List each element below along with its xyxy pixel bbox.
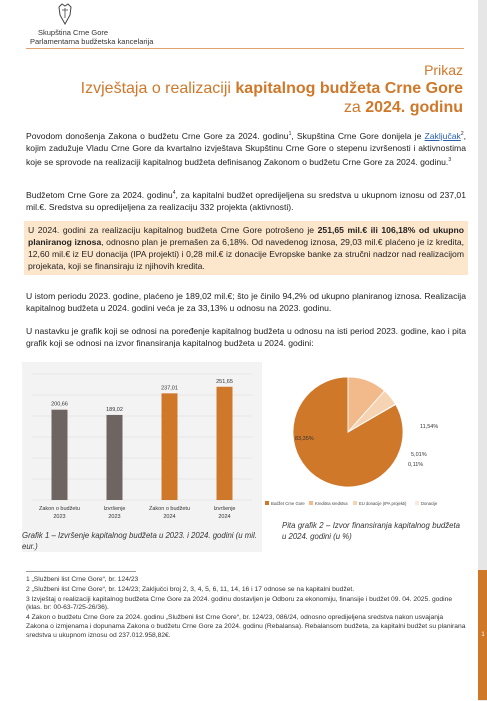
legend-label: Budžet Crne Gore — [271, 501, 305, 506]
category-label: Izvršenje — [103, 506, 126, 512]
org-name: Skupština Crne Gore — [38, 28, 109, 37]
bar — [217, 387, 233, 500]
bar-value-label: 189,02 — [106, 406, 123, 413]
footnote-4: 4 Zakon o budžetu Crne Gore za 2024. godinu „Službeni list Crne Gore“, br. 124/23, 086/24, odnosno opredijeljena sredstva nakon usvajanja Zakona o izmjenama i dopunama Zakona o budžetu Crne Gore za 2024. godinu (Rebalansa). Rebalansom budžeta, za kapitalni budžet su planirana sredstva u ukupnom iznosu od 237.012.958,82€. — [26, 614, 466, 639]
bar-chart — [22, 362, 262, 552]
header-divider — [26, 48, 464, 49]
category-label: Zakon o budžetu — [39, 506, 80, 512]
paragraph-budget: Budžetom Crne Gore za 2024. godinu$^4$, za kapitalni budžet opredijeljena su sredstva u ukupnom iznosu od 237,01 mil.€. Sredstva su opredijeljena za realizaciju 332 projekta (aktivnosti). — [26, 189, 466, 212]
pie-value-label: 83,35% — [295, 436, 314, 442]
title-line-3: za 2024. godinu — [343, 99, 463, 116]
bar-value-label: 251,65 — [216, 378, 233, 385]
bar — [107, 415, 123, 500]
page-title — [81, 62, 463, 117]
category-label: Izvršenje — [213, 506, 236, 512]
zakljucak-link[interactable]: Zaključak — [424, 130, 461, 141]
pie-chart-svg — [270, 362, 470, 517]
bar-value-label: 237,01 — [161, 385, 178, 392]
legend-label: Kreditna sredstva — [315, 501, 348, 506]
legend-label: Donacije — [421, 501, 438, 506]
paragraph-2023: U istom periodu 2023. godine, plaćeno je 189,02 mil.€; što je činilo 94,2% od ukupno planiranog iznosa. Realizacija kapitalnog budžeta u 2024. godini veća je za 33,13% u odnosu na 2023. godinu. — [26, 291, 466, 313]
pie-value-label: 0,11% — [408, 462, 424, 468]
pie-chart-caption: Pita grafik 2 – Izvor finansiranja kapitalnog budžeta u 2024. godini (u %) — [282, 521, 460, 541]
category-year-label: 2023 — [108, 514, 121, 520]
category-year-label: 2023 — [53, 514, 66, 520]
footnote-1: 1 „Službeni list Crne Gore“, br. 124/23 — [26, 576, 139, 583]
header — [0, 0, 487, 50]
footnotes — [26, 576, 466, 642]
footnote-divider — [26, 571, 136, 572]
bar-value-label: 200,66 — [51, 401, 68, 408]
bar-chart-svg — [22, 362, 262, 527]
category-label: Zakon o budžetu — [149, 506, 190, 512]
pie-value-label: 5,01% — [411, 452, 427, 458]
legend-swatch — [353, 501, 357, 505]
bar-chart-caption: Grafik 1 – Izvršenje kapitalnog budžeta u 2023. i 2024. godini (u mil. eur.) — [22, 531, 257, 551]
legend-label: EU donacije (IPA projekti) — [359, 501, 407, 506]
category-year-label: 2024 — [218, 514, 231, 520]
title-line-2: Izvještaja o realizaciji kapitalnog budžeta Crne Gore — [80, 80, 463, 97]
title-line-1: Prikaz — [424, 62, 463, 78]
bar — [162, 393, 178, 500]
pie-value-label: 11,54% — [420, 424, 439, 430]
coat-of-arms-icon — [57, 3, 73, 25]
page-number: 1 — [481, 632, 485, 638]
footnote-3: 3 Izvještaj o realizaciji kapitalnog budžeta Crne Gore za 2024. godinu dostavljen je Odboru za ekonomiju, finansije i budžet 09. 04. 2025. godine (klas. br: 00-63-7/25-26/36). — [26, 595, 453, 612]
legend-swatch — [309, 501, 313, 505]
paragraph-intro: Povodom donošenja Zakona o budžetu Crne Gore za 2024. godinu$^1$, Skupština Crne Gore donijela je Zaključak$^2$, kojim zadužuje Vladu Crne Gore da kvartalno izvještava Skupštinu Crne Gore o stepenu izvršenosti i aktivnostima koje se sprovode na realizaciji kapitalnog budžeta definisanog Zakonom o budžetu Crne Gore za 2024. godinu.$^3$ — [26, 130, 466, 167]
paragraph-charts-intro: U nastavku je grafik koji se odnosi na poređenje kapitalnog budžeta u odnosu na isti period 2023. godine, kao i pita grafik koji se odnosi na izvor finansiranja kapitalnog budžeta u 2024. godini: — [26, 326, 466, 348]
highlight-box: U 2024. godini za realizaciju kapitalnog budžeta Crne Gore potrošeno je 251,65 mil.€ ili 106,18% od ukupno planiranog iznosa, odnosno plan je premašen za 6,18%. Od navedenog iznosa, 29,03 mil.€ plaćeno je iz kredita, 12,60 mil.€ iz EU donacija (IPA projekti) i 0,28 mil.€ iz donacije Evropske banke za stručni nadzor nad realizacijom projekata, koji se finansiraju iz njihovih kredita. — [24, 221, 468, 275]
category-year-label: 2024 — [163, 514, 176, 520]
legend-swatch — [265, 501, 269, 505]
bar — [52, 410, 68, 500]
footnote-2: 2 „Službeni list Crne Gore“, br. 124/23; Zaključci broj 2, 3, 4, 5, 6, 11, 14, 16 i 17 odnose se na kapitalni budžet. — [26, 585, 355, 593]
org-department: Parlamentarna budžetska kancelarija — [30, 37, 154, 46]
legend-swatch — [415, 501, 419, 505]
